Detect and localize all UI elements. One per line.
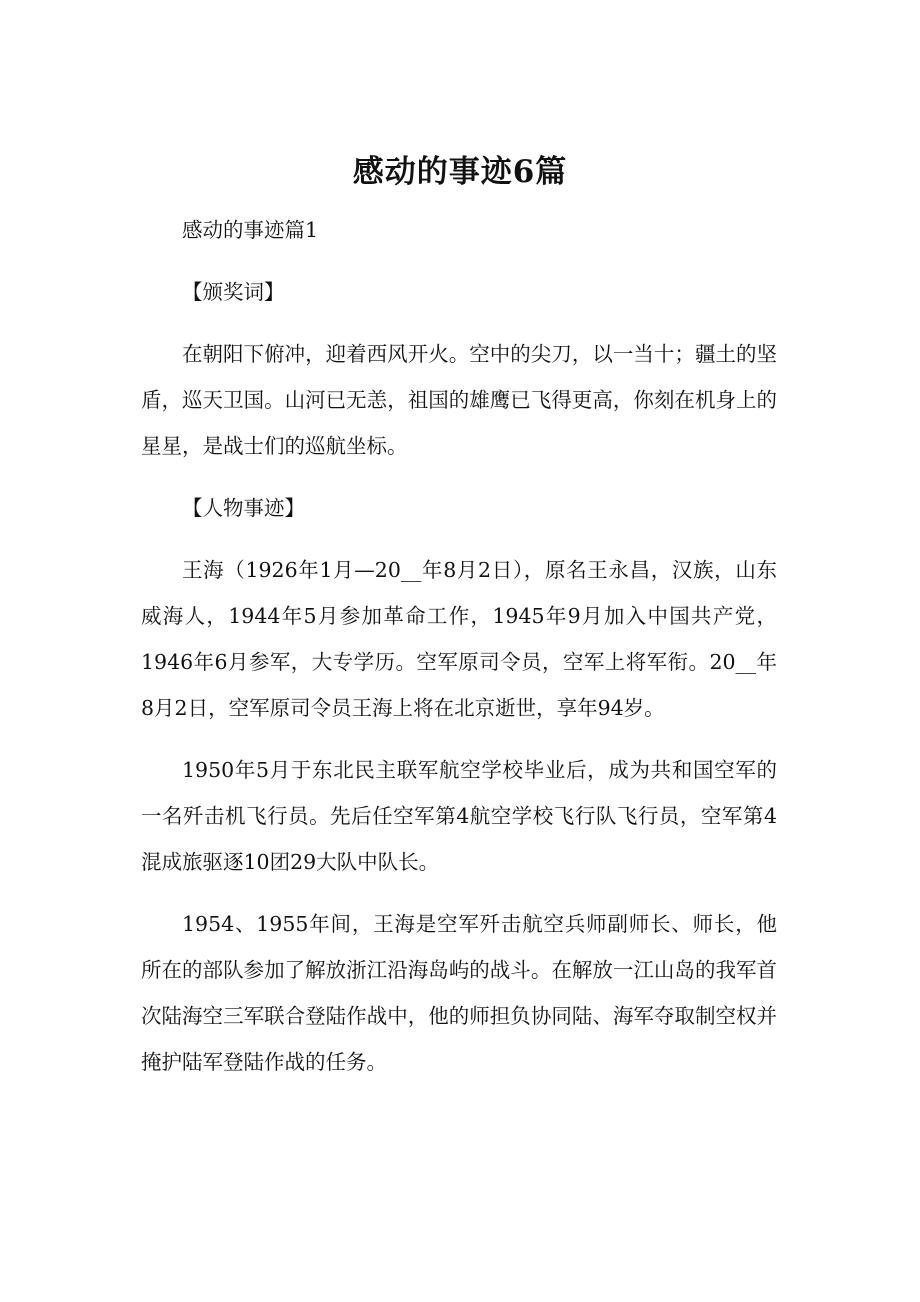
award-paragraph: 在朝阳下俯冲，迎着西风开火。空中的尖刀，以一当十；疆土的坚盾，巡天卫国。山河已无恙，祖国的雄鹰已飞得更高，你刻在机身上的星星，是战士们的巡航坐标。 bbox=[141, 342, 777, 458]
award-heading: 【颁奖词】 bbox=[182, 280, 285, 304]
section-heading: 感动的事迹篇1 bbox=[182, 218, 319, 242]
document-body bbox=[141, 207, 777, 1101]
battle-paragraph: 1954、1955年间，王海是空军歼击航空兵师副师长、师长，他所在的部队参加了解放浙江沿海岛屿的战斗。在解放一江山岛的我军首次陆海空三军联合登陆作战中，他的师担负协同陆、海军夺取制空权并掩护陆军登陆作战的任务。 bbox=[141, 912, 777, 1074]
biography-paragraph: 王海（1926年1月—20__年8月2日），原名王永昌，汉族，山东威海人，1944年5月参加革命工作，1945年9月加入中国共产党，1946年6月参军，大专学历。空军原司令员，空军上将军衔。20__年8月2日，空军原司令员王海上将在北京逝世，享年94岁。 bbox=[141, 558, 777, 720]
deeds-heading: 【人物事迹】 bbox=[182, 496, 305, 520]
pilot-career-paragraph: 1950年5月于东北民主联军航空学校毕业后，成为共和国空军的一名歼击机飞行员。先后任空军第4航空学校飞行队飞行员，空军第4混成旅驱逐10团29大队中队长。 bbox=[141, 758, 777, 874]
document-title: 感动的事迹6篇 bbox=[352, 154, 568, 190]
